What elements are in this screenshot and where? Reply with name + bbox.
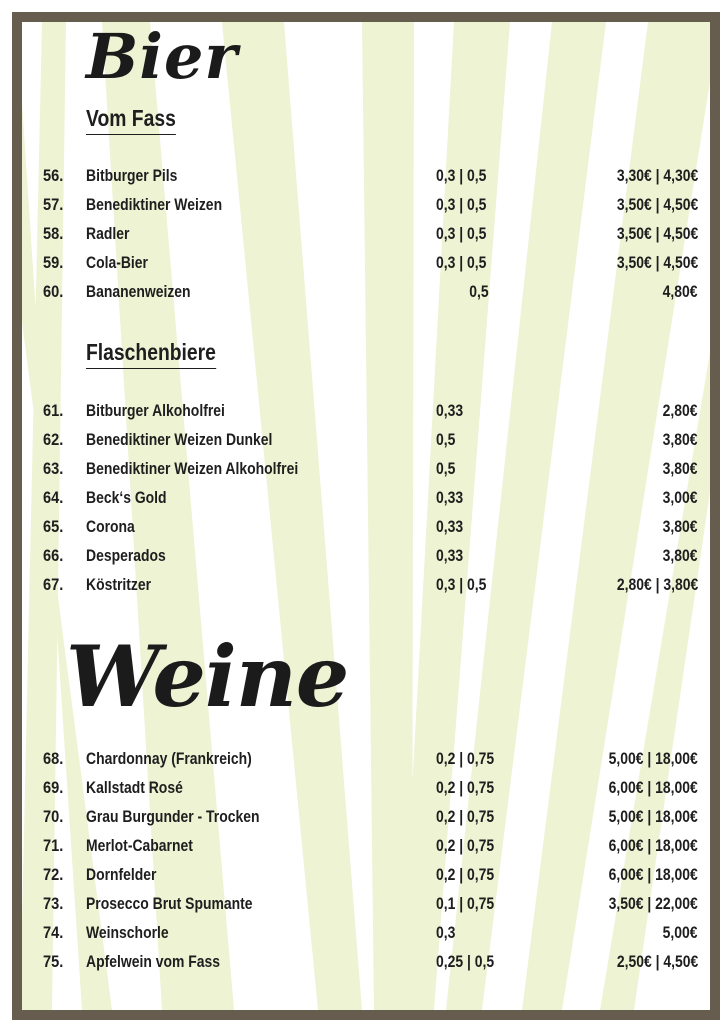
item-name: Chardonnay (Frankreich): [86, 749, 252, 768]
item-number: 63.: [43, 459, 64, 478]
menu-row: [22, 805, 710, 831]
item-price: 3,50€ | 4,50€: [616, 253, 698, 272]
item-name: Benediktiner Weizen Dunkel: [86, 430, 273, 449]
item-size: 0,2 | 0,75: [436, 749, 495, 768]
item-price: 6,00€ | 18,00€: [608, 836, 698, 855]
item-number: 70.: [43, 807, 64, 826]
item-number: 58.: [43, 224, 64, 243]
item-number: 72.: [43, 865, 64, 884]
menu-row: [22, 193, 710, 219]
item-size: 0,33: [436, 401, 464, 420]
item-name: Grau Burgunder - Trocken: [86, 807, 260, 826]
item-number: 66.: [43, 546, 64, 565]
item-price: 5,00€ | 18,00€: [608, 749, 698, 768]
item-number: 75.: [43, 952, 64, 971]
item-price: 5,00€ | 18,00€: [608, 807, 698, 826]
item-name: Benediktiner Weizen: [86, 195, 223, 214]
item-number: 59.: [43, 253, 64, 272]
item-size: 0,2 | 0,75: [436, 865, 495, 884]
item-price: 3,80€: [663, 459, 698, 478]
menu-row: [22, 834, 710, 860]
item-size: 0,2 | 0,75: [436, 807, 495, 826]
menu-row: [22, 950, 710, 976]
item-name: Bitburger Pils: [86, 166, 178, 185]
menu-row: [22, 776, 710, 802]
menu-row: [22, 486, 710, 512]
item-name: Apfelwein vom Fass: [86, 952, 221, 971]
item-price: 2,80€: [663, 401, 698, 420]
item-size: 0,3: [436, 923, 456, 942]
menu-row: [22, 515, 710, 541]
item-price: 2,50€ | 4,50€: [616, 952, 698, 971]
menu-row: [22, 892, 710, 918]
item-name: Cola-Bier: [86, 253, 148, 272]
menu-row: [22, 863, 710, 889]
item-price: 6,00€ | 18,00€: [608, 778, 698, 797]
item-size: 0,25 | 0,5: [436, 952, 495, 971]
item-name: Bananenweizen: [86, 282, 191, 301]
item-name: Köstritzer: [86, 575, 152, 594]
item-number: 73.: [43, 894, 64, 913]
item-name: Kallstadt Rosé: [86, 778, 183, 797]
menu-row: [22, 399, 710, 425]
item-name: Merlot-Cabarnet: [86, 836, 193, 855]
item-size: 0,33: [436, 488, 464, 507]
item-name: Weinschorle: [86, 923, 169, 942]
menu-row: [22, 921, 710, 947]
item-name: Corona: [86, 517, 135, 536]
item-size: 0,3 | 0,5: [436, 224, 487, 243]
item-name: Bitburger Alkoholfrei: [86, 401, 225, 420]
item-price: 4,80€: [663, 282, 698, 301]
item-price: 3,80€: [663, 430, 698, 449]
bier-title: Bier: [86, 20, 239, 93]
item-price: 3,80€: [663, 517, 698, 536]
item-name: Dornfelder: [86, 865, 157, 884]
item-size: 0,5: [436, 459, 456, 478]
item-size: 0,3 | 0,5: [436, 195, 487, 214]
menu-row: [22, 747, 710, 773]
menu-row: [22, 428, 710, 454]
item-size: 0,5: [436, 430, 456, 449]
item-price: 3,80€: [663, 546, 698, 565]
menu-row: [22, 222, 710, 248]
item-price: 3,50€ | 22,00€: [608, 894, 698, 913]
menu-row: [22, 280, 710, 306]
item-size: 0,3 | 0,5: [436, 253, 487, 272]
item-number: 68.: [43, 749, 64, 768]
item-size: 0,33: [436, 517, 464, 536]
item-number: 62.: [43, 430, 64, 449]
weine-title: Weine: [66, 627, 349, 726]
item-number: 65.: [43, 517, 64, 536]
item-number: 57.: [43, 195, 64, 214]
item-number: 74.: [43, 923, 64, 942]
item-number: 56.: [43, 166, 64, 185]
item-size: 0,3 | 0,5: [436, 166, 487, 185]
item-number: 69.: [43, 778, 64, 797]
item-size: 0,3 | 0,5: [436, 575, 487, 594]
item-size: 0,2 | 0,75: [436, 836, 495, 855]
item-name: Radler: [86, 224, 130, 243]
menu-frame: [12, 12, 720, 1020]
item-price: 6,00€ | 18,00€: [608, 865, 698, 884]
item-price: 3,30€ | 4,30€: [616, 166, 698, 185]
menu-row: [22, 573, 710, 599]
item-size: 0,1 | 0,75: [436, 894, 495, 913]
item-size: 0,2 | 0,75: [436, 778, 495, 797]
item-price: 3,50€ | 4,50€: [616, 195, 698, 214]
item-number: 71.: [43, 836, 64, 855]
item-number: 64.: [43, 488, 64, 507]
flaschenbiere-heading: Flaschenbiere: [86, 339, 216, 369]
item-price: 5,00€: [663, 923, 698, 942]
item-price: 3,00€: [663, 488, 698, 507]
item-name: Desperados: [86, 546, 166, 565]
menu-row: [22, 251, 710, 277]
menu-row: [22, 164, 710, 190]
menu-row: [22, 457, 710, 483]
item-name: Benediktiner Weizen Alkoholfrei: [86, 459, 299, 478]
item-name: Beck‘s Gold: [86, 488, 167, 507]
menu-row: [22, 544, 710, 570]
item-number: 67.: [43, 575, 64, 594]
item-number: 61.: [43, 401, 64, 420]
item-name: Prosecco Brut Spumante: [86, 894, 253, 913]
item-price: 2,80€ | 3,80€: [616, 575, 698, 594]
item-size: 0,33: [436, 546, 464, 565]
vom-fass-heading: Vom Fass: [86, 105, 176, 135]
item-size: 0,5: [469, 282, 489, 301]
item-number: 60.: [43, 282, 64, 301]
item-price: 3,50€ | 4,50€: [616, 224, 698, 243]
